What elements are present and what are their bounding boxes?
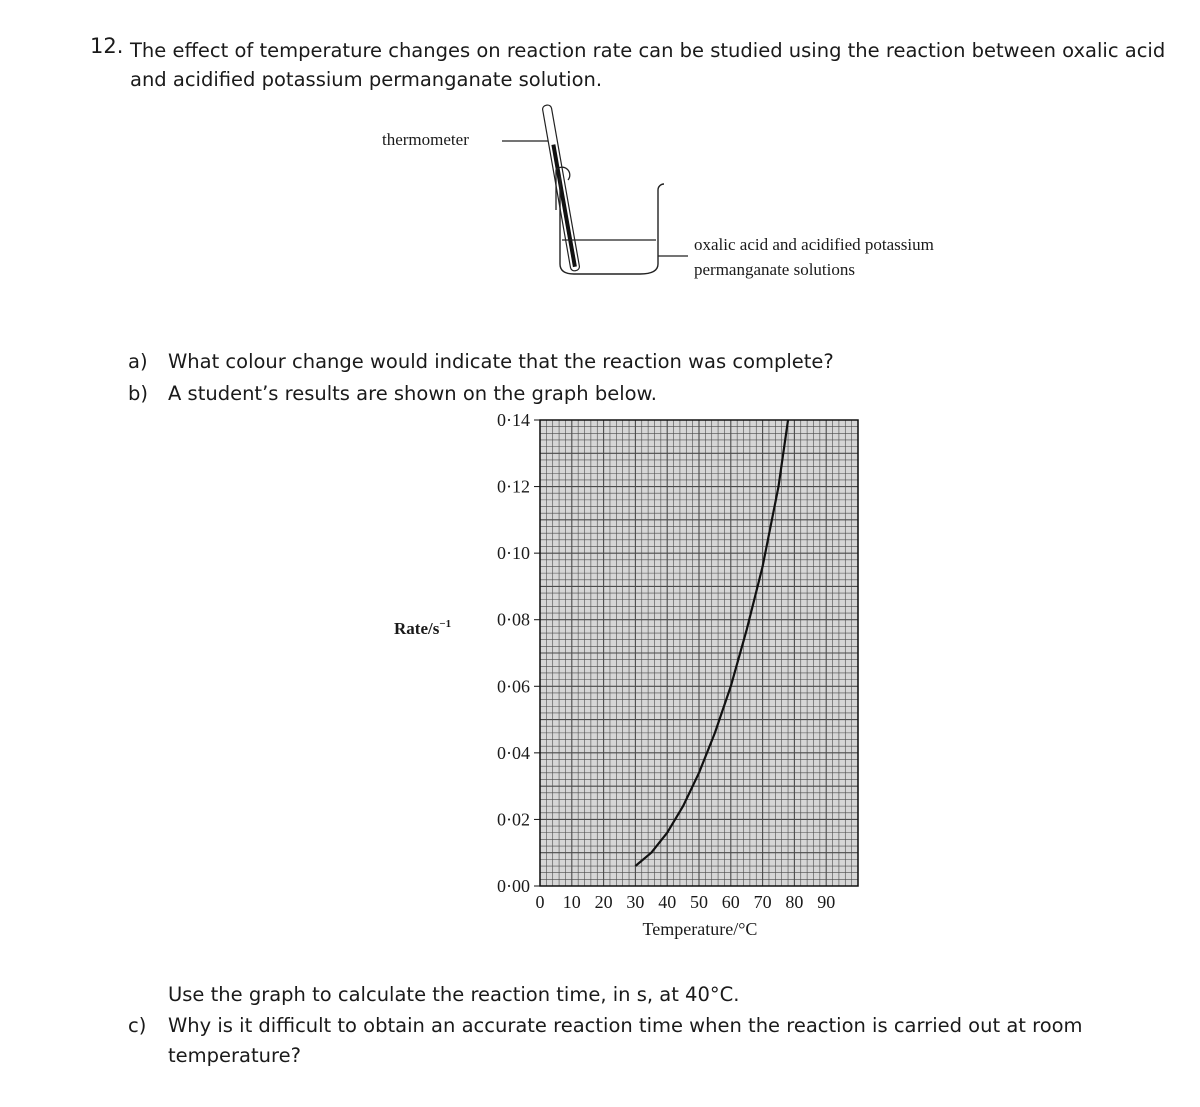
x-tick-label: 20 — [594, 892, 613, 912]
part-b-text: A student’s results are shown on the graph below. — [168, 382, 657, 405]
y-tick-label: 0·10 — [497, 543, 530, 564]
y-axis-label-text: Rate/s — [394, 619, 440, 638]
y-tick-label: 0·12 — [497, 476, 530, 497]
question-number: 12. — [90, 34, 124, 58]
chart-svg — [380, 408, 880, 948]
part-b-followup — [128, 980, 739, 1010]
question-stem: The effect of temperature changes on reaction rate can be studied using the reaction between oxalic acid and acidified potassium permanganate solution. — [130, 39, 1166, 91]
y-tick-label: 0·02 — [497, 809, 530, 830]
thermometer-label: thermometer — [382, 130, 469, 149]
part-a-letter: a) — [128, 350, 148, 373]
rate-temperature-chart — [380, 408, 880, 948]
part-c — [128, 1011, 1083, 1071]
y-tick-label: 0·14 — [497, 410, 530, 430]
part-c-text-line2: temperature? — [168, 1044, 301, 1067]
x-tick-label: 0 — [535, 892, 545, 912]
x-tick-label: 70 — [753, 892, 772, 912]
part-b — [128, 380, 657, 408]
solution-label-line1: oxalic acid and acidified potassium — [694, 235, 934, 254]
y-axis-label-superscript: −1 — [439, 618, 452, 630]
x-tick-label: 90 — [817, 892, 836, 912]
y-tick-label: 0·00 — [497, 876, 530, 896]
y-tick-label: 0·08 — [497, 609, 530, 630]
y-tick-label: 0·06 — [497, 676, 530, 697]
part-b-letter: b) — [128, 382, 148, 405]
solution-label — [694, 232, 934, 282]
solution-label-line2: permanganate solutions — [694, 260, 855, 279]
part-a-text: What colour change would indicate that the reaction was complete? — [168, 350, 834, 373]
x-tick-label: 10 — [562, 892, 581, 912]
apparatus-diagram — [370, 98, 1030, 298]
x-tick-label: 80 — [785, 892, 804, 912]
x-tick-label: 30 — [626, 892, 645, 912]
x-tick-label: 50 — [690, 892, 708, 912]
part-a — [128, 348, 834, 376]
y-axis-label — [394, 618, 451, 638]
part-c-letter: c) — [128, 1014, 147, 1037]
part-b-followup-text: Use the graph to calculate the reaction time, in s, at 40°C. — [168, 983, 740, 1006]
x-tick-label: 40 — [658, 892, 677, 912]
x-axis-label: Temperature/°C — [642, 919, 758, 939]
y-tick-label: 0·04 — [497, 742, 530, 763]
x-tick-label: 60 — [721, 892, 740, 912]
part-c-text-line1: Why is it difficult to obtain an accurate reaction time when the reaction is carried out at room — [168, 1014, 1083, 1037]
